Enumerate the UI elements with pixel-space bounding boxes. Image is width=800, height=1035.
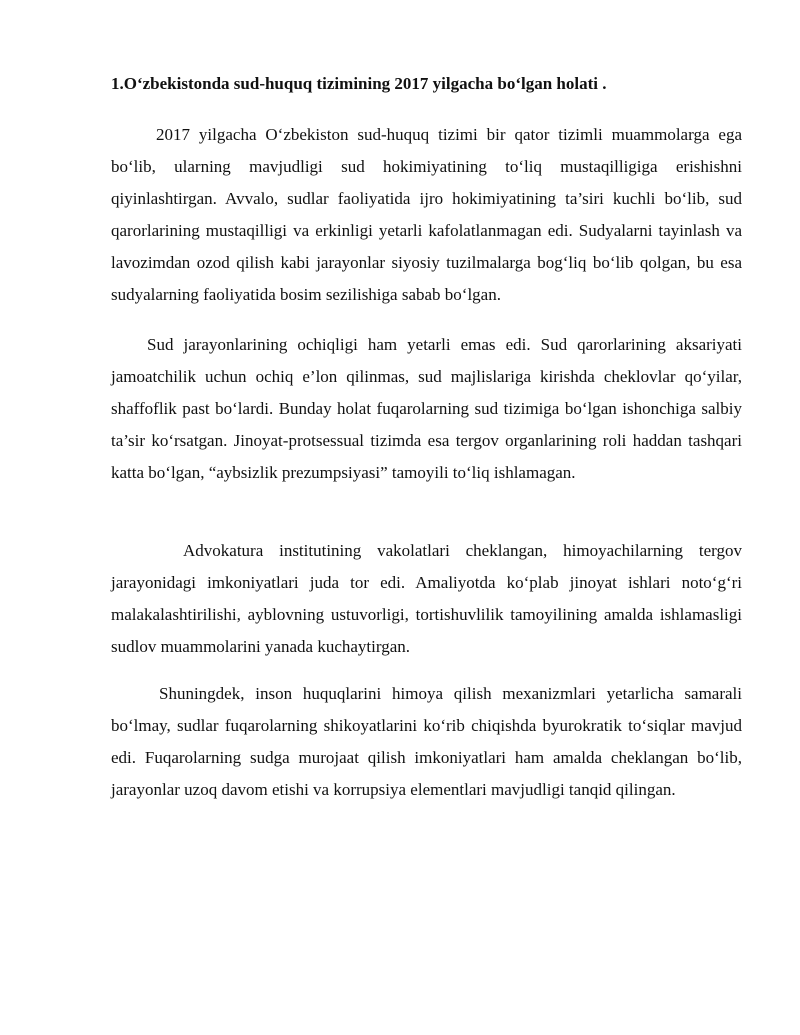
paragraph-4: Shuningdek, inson huquqlarini himoya qilish mexanizmlari yetarlicha samarali bo‘lmay, sudlar fuqarolarning shikoyatlarini ko‘rib chiqishda byurokratik to‘siqlar mavjud edi. Fuqarolarning sudga murojaat qilish imkoniyatlari ham amalda cheklangan bo‘lib, jarayonlar uzoq davom etishi va korrupsiya elementlari mavjudligi tanqid qilingan. — [111, 684, 742, 799]
paragraph-1: 2017 yilgacha O‘zbekiston sud-huquq tizimi bir qator tizimli muammolarga ega bo‘lib, ularning mavjudligi sud hokimiyatining to‘liq mustaqilligiga erishishni qiyinlashtirgan. Avvalo, sudlar faoliyatida ijro hokimiyatining ta’siri kuchli bo‘lib, sud qarorlarining mustaqilligi va erkinligi yetarli kafolatlanmagan edi. Sudyalarni tayinlash va lavozimdan ozod qilish kabi jarayonlar siyosiy tuzilmalarga bog‘liq bo‘lib qolgan, bu esa sudyalarning faoliyatida bosim sezilishiga sabab bo‘lgan. — [111, 125, 742, 304]
section-heading: 1.O‘zbekistonda sud-huquq tizimining 2017 yilgacha bo‘lgan holati . — [111, 74, 607, 93]
paragraph-3: Advokatura institutining vakolatlari cheklangan, himoyachilarning tergov jarayonidagi imkoniyatlari juda tor edi. Amaliyotda ko‘plab jinoyat ishlari noto‘g‘ri malakalashtirilishi, ayblovning ustuvorligi, tortishuvlilik tamoyilining amalda ishlamasligi sudlov muammolarini yanada kuchaytirgan. — [111, 541, 742, 656]
paragraph-2: Sud jarayonlarining ochiqligi ham yetarli emas edi. Sud qarorlarining aksariyati jamoatchilik uchun ochiq e’lon qilinmas, sud majlislariga kirishda cheklovlar qo‘yilar, shaffoflik past bo‘lardi. Bunday holat fuqarolarning sud tizimiga bo‘lgan ishonchiga salbiy ta’sir ko‘rsatgan. Jinoyat-protsessual tizimda esa tergov organlarining roli haddan tashqari katta bo‘lgan, “aybsizlik prezumpsiyasi” tamoyili to‘liq ishlamagan. — [111, 335, 742, 482]
